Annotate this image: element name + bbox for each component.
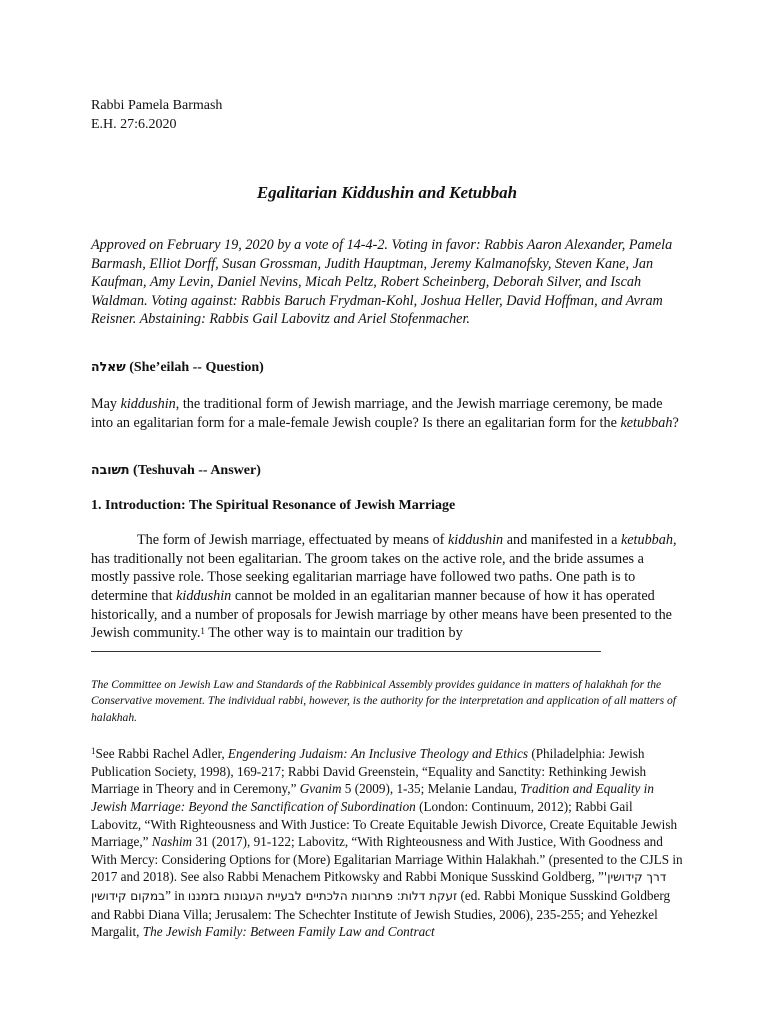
document-page bbox=[91, 96, 683, 941]
intro-term: kiddushin bbox=[176, 587, 232, 604]
footnote-text-part: (Philadelphia: Jewish Publication Society, 1998), 169-217; Rabbi David Greenstein, “Equality and Sanctity: Rethinking Jewish Marriage in Theory and in Ceremony,” bbox=[91, 746, 647, 797]
document-reference: E.H. 27:6.2020 bbox=[91, 117, 177, 132]
question-heading-hebrew: שאלה bbox=[91, 358, 126, 374]
committee-note: The Committee on Jewish Law and Standards of the Rabbinical Assembly provides guidance in matters of halakhah for the Conservative movement. The individual rabbi, however, is the authority for the interpretation and application of all matters of halakhah. bbox=[91, 677, 676, 724]
intro-term: ketubbah bbox=[620, 532, 673, 549]
footnote-title: The Jewish Family: Between Family Law and Contract bbox=[142, 924, 435, 940]
footnote bbox=[91, 745, 683, 941]
section-heading: 1. Introduction: The Spiritual Resonance of Jewish Marriage bbox=[91, 498, 456, 514]
question-heading-label: (She’eilah -- Question) bbox=[129, 359, 264, 375]
approval-statement: Approved on February 19, 2020 by a vote of 14-4-2. Voting in favor: Rabbis Aaron Alexander, Pamela Barmash, Elliot Dorff, Susan Grossman, Judith Hauptman, Jeremy Kalmanofsky, Steven Kane, Jan Kaufman, Amy Levin, Daniel Nevins, Micah Peltz, Robert Scheinberg, Deborah Silver, and Iscah Waldman. Voting against: Rabbis Baruch Frydman-Kohl, Joshua Heller, David Hoffman, and Avram Reisner. Abstaining: Rabbis Gail Labovitz and Ariel Stofenmacher. bbox=[91, 237, 673, 328]
footnote-text-part: 31 (2017), 91-122; Labovitz, “With Righteousness and With Justice, With Goodness and With Mercy: Considering Options for (More) Egalitarian Marriage Within Halakhah.” (presented to the CJLS in 2017 and 2018). See also Rabbi Menachem Pitkowsky and Rabbi Monique Susskind Goldberg, ” bbox=[91, 834, 683, 885]
document-title: Egalitarian Kiddushin and Ketubbah bbox=[256, 183, 518, 202]
intro-term: kiddushin bbox=[447, 532, 504, 549]
question-text-part: , the traditional form of Jewish marriage, and the Jewish marriage ceremony, be made into an egalitarian form for a male-female Jewish couple? Is there an egalitarian form for the bbox=[91, 395, 663, 431]
question-text-part: ? bbox=[672, 414, 679, 431]
footnote-title: Gvanim bbox=[299, 781, 342, 797]
question-term-ketubbah: ketubbah bbox=[620, 414, 673, 431]
footnote-title: Engendering Judaism: An Inclusive Theology and Ethics bbox=[227, 746, 529, 762]
author-name: Rabbi Pamela Barmash bbox=[91, 98, 223, 113]
footnote-title: Nashim bbox=[151, 834, 193, 850]
answer-heading bbox=[91, 460, 683, 480]
answer-heading-label: (Teshuvah -- Answer) bbox=[133, 463, 261, 479]
intro-paragraph bbox=[91, 531, 683, 643]
footnote-number: 1 bbox=[91, 746, 96, 757]
footnote-text-part: (ed. Rabbi Monique Susskind Goldberg and Rabbi Diana Villa; Jerusalem: The Schechter Institute of Jewish Studies, 2006), 235-255; and Yehezkel Margalit, bbox=[91, 887, 671, 940]
footnote-text-part: ” in bbox=[165, 887, 188, 903]
intro-text-part: cannot be molded in an egalitarian manner because of how it has operated historically, and a number of proposals for Jewish marriage by other means have been presented to the Jewish community. bbox=[91, 587, 672, 642]
answer-heading-hebrew: תשובה bbox=[91, 462, 130, 478]
footnote-text-part: See Rabbi Rachel Adler, bbox=[95, 746, 228, 762]
footnote-text-part: (London: Continuum, 2012); Rabbi Gail Labovitz, “With Righteousness and With Justice: To Create Equitable Jewish Divorce, Create Equitable Jewish Marriage,” bbox=[91, 799, 678, 850]
footnote-separator bbox=[91, 651, 601, 652]
question-term-kiddushin: kiddushin bbox=[120, 395, 176, 412]
question-heading bbox=[91, 357, 683, 377]
intro-text-part: , has traditionally not been egalitarian. The groom takes on the active role, and the bride assumes a mostly passive role. Those seeking egalitarian marriage have followed two paths. One path is to determine that bbox=[91, 532, 677, 604]
footnote-hebrew-text: דרך קידושין' במקום קידושין bbox=[91, 870, 667, 903]
question-text bbox=[91, 395, 683, 432]
intro-text-part: The other way is to maintain our tradition by bbox=[204, 625, 463, 642]
question-text-part: May bbox=[91, 395, 121, 412]
footnote-text-part: 5 (2009), 1-35; Melanie Landau, bbox=[341, 781, 521, 797]
footnote-hebrew-text: זעקת דלות: פתרונות הלכתיים לבעיית העגונות בזמננו bbox=[187, 888, 458, 903]
intro-text-part: and manifested in a bbox=[503, 532, 621, 549]
intro-text-part: The form of Jewish marriage, effectuated by means of bbox=[137, 532, 448, 549]
footnote-reference[interactable]: 1 bbox=[200, 626, 205, 637]
footnote-title: Tradition and Equality in Jewish Marriage: Beyond the Sanctification of Subordination bbox=[91, 781, 654, 814]
